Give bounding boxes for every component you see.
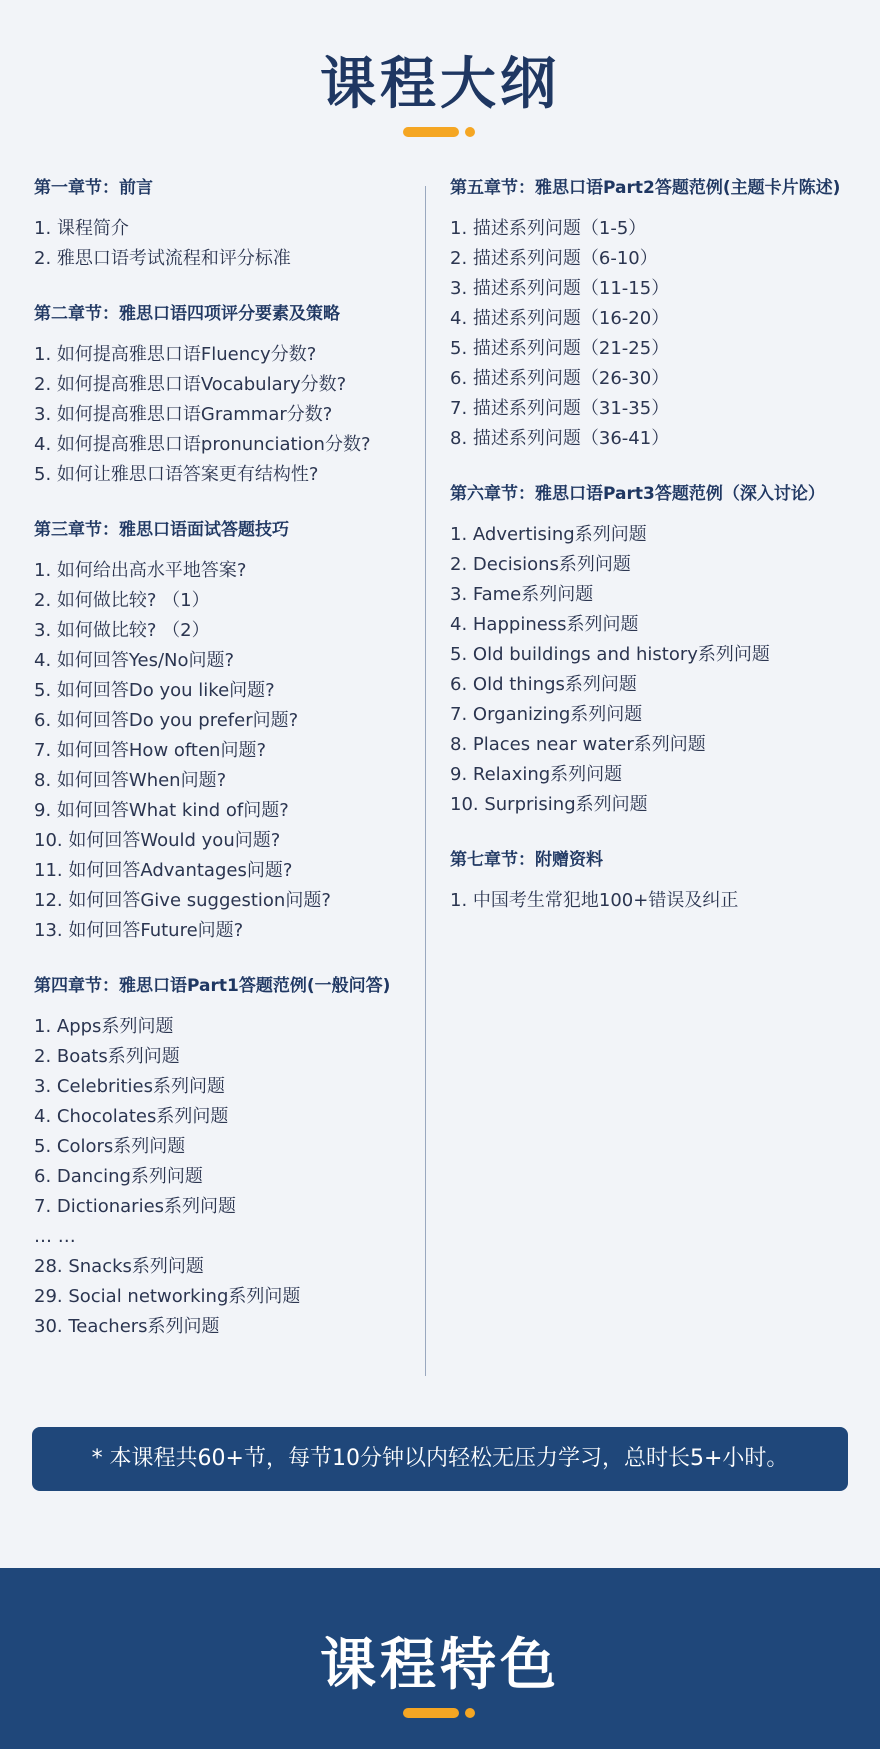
list-item: 2. Decisions系列问题 [450,554,631,575]
list-item: 4. 描述系列问题（16-20） [450,308,670,329]
accent-dot [465,127,475,137]
list-item: 2. 如何做比较? （1） [34,590,210,611]
list-item: 6. 描述系列问题（26-30） [450,368,670,389]
list-item: 10. 如何回答Would you问题? [34,830,281,851]
outline-right-column [450,176,875,944]
list-item: 4. 如何提高雅思口语pronunciation分数? [34,434,371,455]
chapter-item-list [34,340,424,490]
list-item: 1. 中国考生常犯地100+错误及纠正 [450,890,739,911]
list-item: 7. Dictionaries系列问题 [34,1196,237,1217]
chapter-item-list [450,520,875,820]
chapter-6 [450,482,875,820]
chapter-item-list [450,214,875,454]
chapter-item-list [450,886,875,916]
chapter-title: 第三章节：雅思口语面试答题技巧 [34,520,289,540]
accent-dot [465,1708,475,1718]
list-item: 6. Old things系列问题 [450,674,637,695]
list-item: 7. 描述系列问题（31-35） [450,398,670,419]
list-item: 1. Advertising系列问题 [450,524,647,545]
list-item: 29. Social networking系列问题 [34,1286,301,1307]
chapter-item-list [34,1012,424,1342]
chapter-title: 第一章节：前言 [34,178,153,198]
list-item: 5. Colors系列问题 [34,1136,186,1157]
list-item: 6. 如何回答Do you prefer问题? [34,710,299,731]
chapter-1 [34,176,424,274]
list-item: 5. 如何回答Do you like问题? [34,680,275,701]
list-item: 1. 如何给出高水平地答案? [34,560,247,581]
chapter-7 [450,848,875,916]
list-item: 5. Old buildings and history系列问题 [450,644,770,665]
list-item: 4. 如何回答Yes/No问题? [34,650,235,671]
column-divider [425,186,426,1376]
list-item: 30. Teachers系列问题 [34,1316,220,1337]
chapter-title: 第七章节：附赠资料 [450,850,603,870]
list-item: 8. 描述系列问题（36-41） [450,428,670,449]
list-item: 2. 如何提高雅思口语Vocabulary分数? [34,374,347,395]
list-item: 5. 描述系列问题（21-25） [450,338,670,359]
list-item: 3. 描述系列问题（11-15） [450,278,670,299]
list-item: 8. 如何回答When问题? [34,770,227,791]
list-item: 6. Dancing系列问题 [34,1166,203,1187]
chapter-title: 第五章节：雅思口语Part2答题范例(主题卡片陈述) [450,178,841,198]
list-item: 3. Celebrities系列问题 [34,1076,225,1097]
chapter-5 [450,176,875,454]
features-title: 课程特色 [320,1633,560,1698]
chapter-item-list [34,214,424,274]
accent-bar [403,1708,459,1718]
list-item: 3. 如何做比较? （2） [34,620,210,641]
chapter-title: 第六章节：雅思口语Part3答题范例（深入讨论） [450,484,825,504]
list-item: 3. Fame系列问题 [450,584,594,605]
list-item: 1. 描述系列问题（1-5） [450,218,647,239]
list-item: 9. Relaxing系列问题 [450,764,623,785]
list-item: 11. 如何回答Advantages问题? [34,860,293,881]
chapter-item-list [34,556,424,946]
list-item: 1. 课程简介 [34,218,129,239]
list-item: 28. Snacks系列问题 [34,1256,204,1277]
list-item: … … [34,1226,76,1247]
chapter-title: 第四章节：雅思口语Part1答题范例(一般问答) [34,976,391,996]
list-item: 9. 如何回答What kind of问题? [34,800,289,821]
chapter-title: 第二章节：雅思口语四项评分要素及策略 [34,304,340,324]
chapter-3 [34,518,424,946]
list-item: 4. Chocolates系列问题 [34,1106,229,1127]
course-summary-banner: * 本课程共60+节，每节10分钟以内轻松无压力学习，总时长5+小时。 [32,1427,848,1491]
list-item: 1. 如何提高雅思口语Fluency分数? [34,344,317,365]
list-item: 5. 如何让雅思口语答案更有结构性? [34,464,319,485]
chapter-4 [34,974,424,1342]
list-item: 12. 如何回答Give suggestion问题? [34,890,331,911]
list-item: 7. Organizing系列问题 [450,704,643,725]
list-item: 7. 如何回答How often问题? [34,740,267,761]
accent-bar [403,127,459,137]
list-item: 8. Places near water系列问题 [450,734,706,755]
list-item: 2. 雅思口语考试流程和评分标准 [34,248,291,269]
list-item: 2. 描述系列问题（6-10） [450,248,658,269]
list-item: 4. Happiness系列问题 [450,614,639,635]
list-item: 13. 如何回答Future问题? [34,920,244,941]
chapter-2 [34,302,424,490]
list-item: 3. 如何提高雅思口语Grammar分数? [34,404,333,425]
list-item: 1. Apps系列问题 [34,1016,174,1037]
list-item: 10. Surprising系列问题 [450,794,648,815]
course-features-section [0,1568,880,1749]
outline-left-column [34,176,424,1370]
page-title: 课程大纲 [320,52,560,117]
list-item: 2. Boats系列问题 [34,1046,180,1067]
